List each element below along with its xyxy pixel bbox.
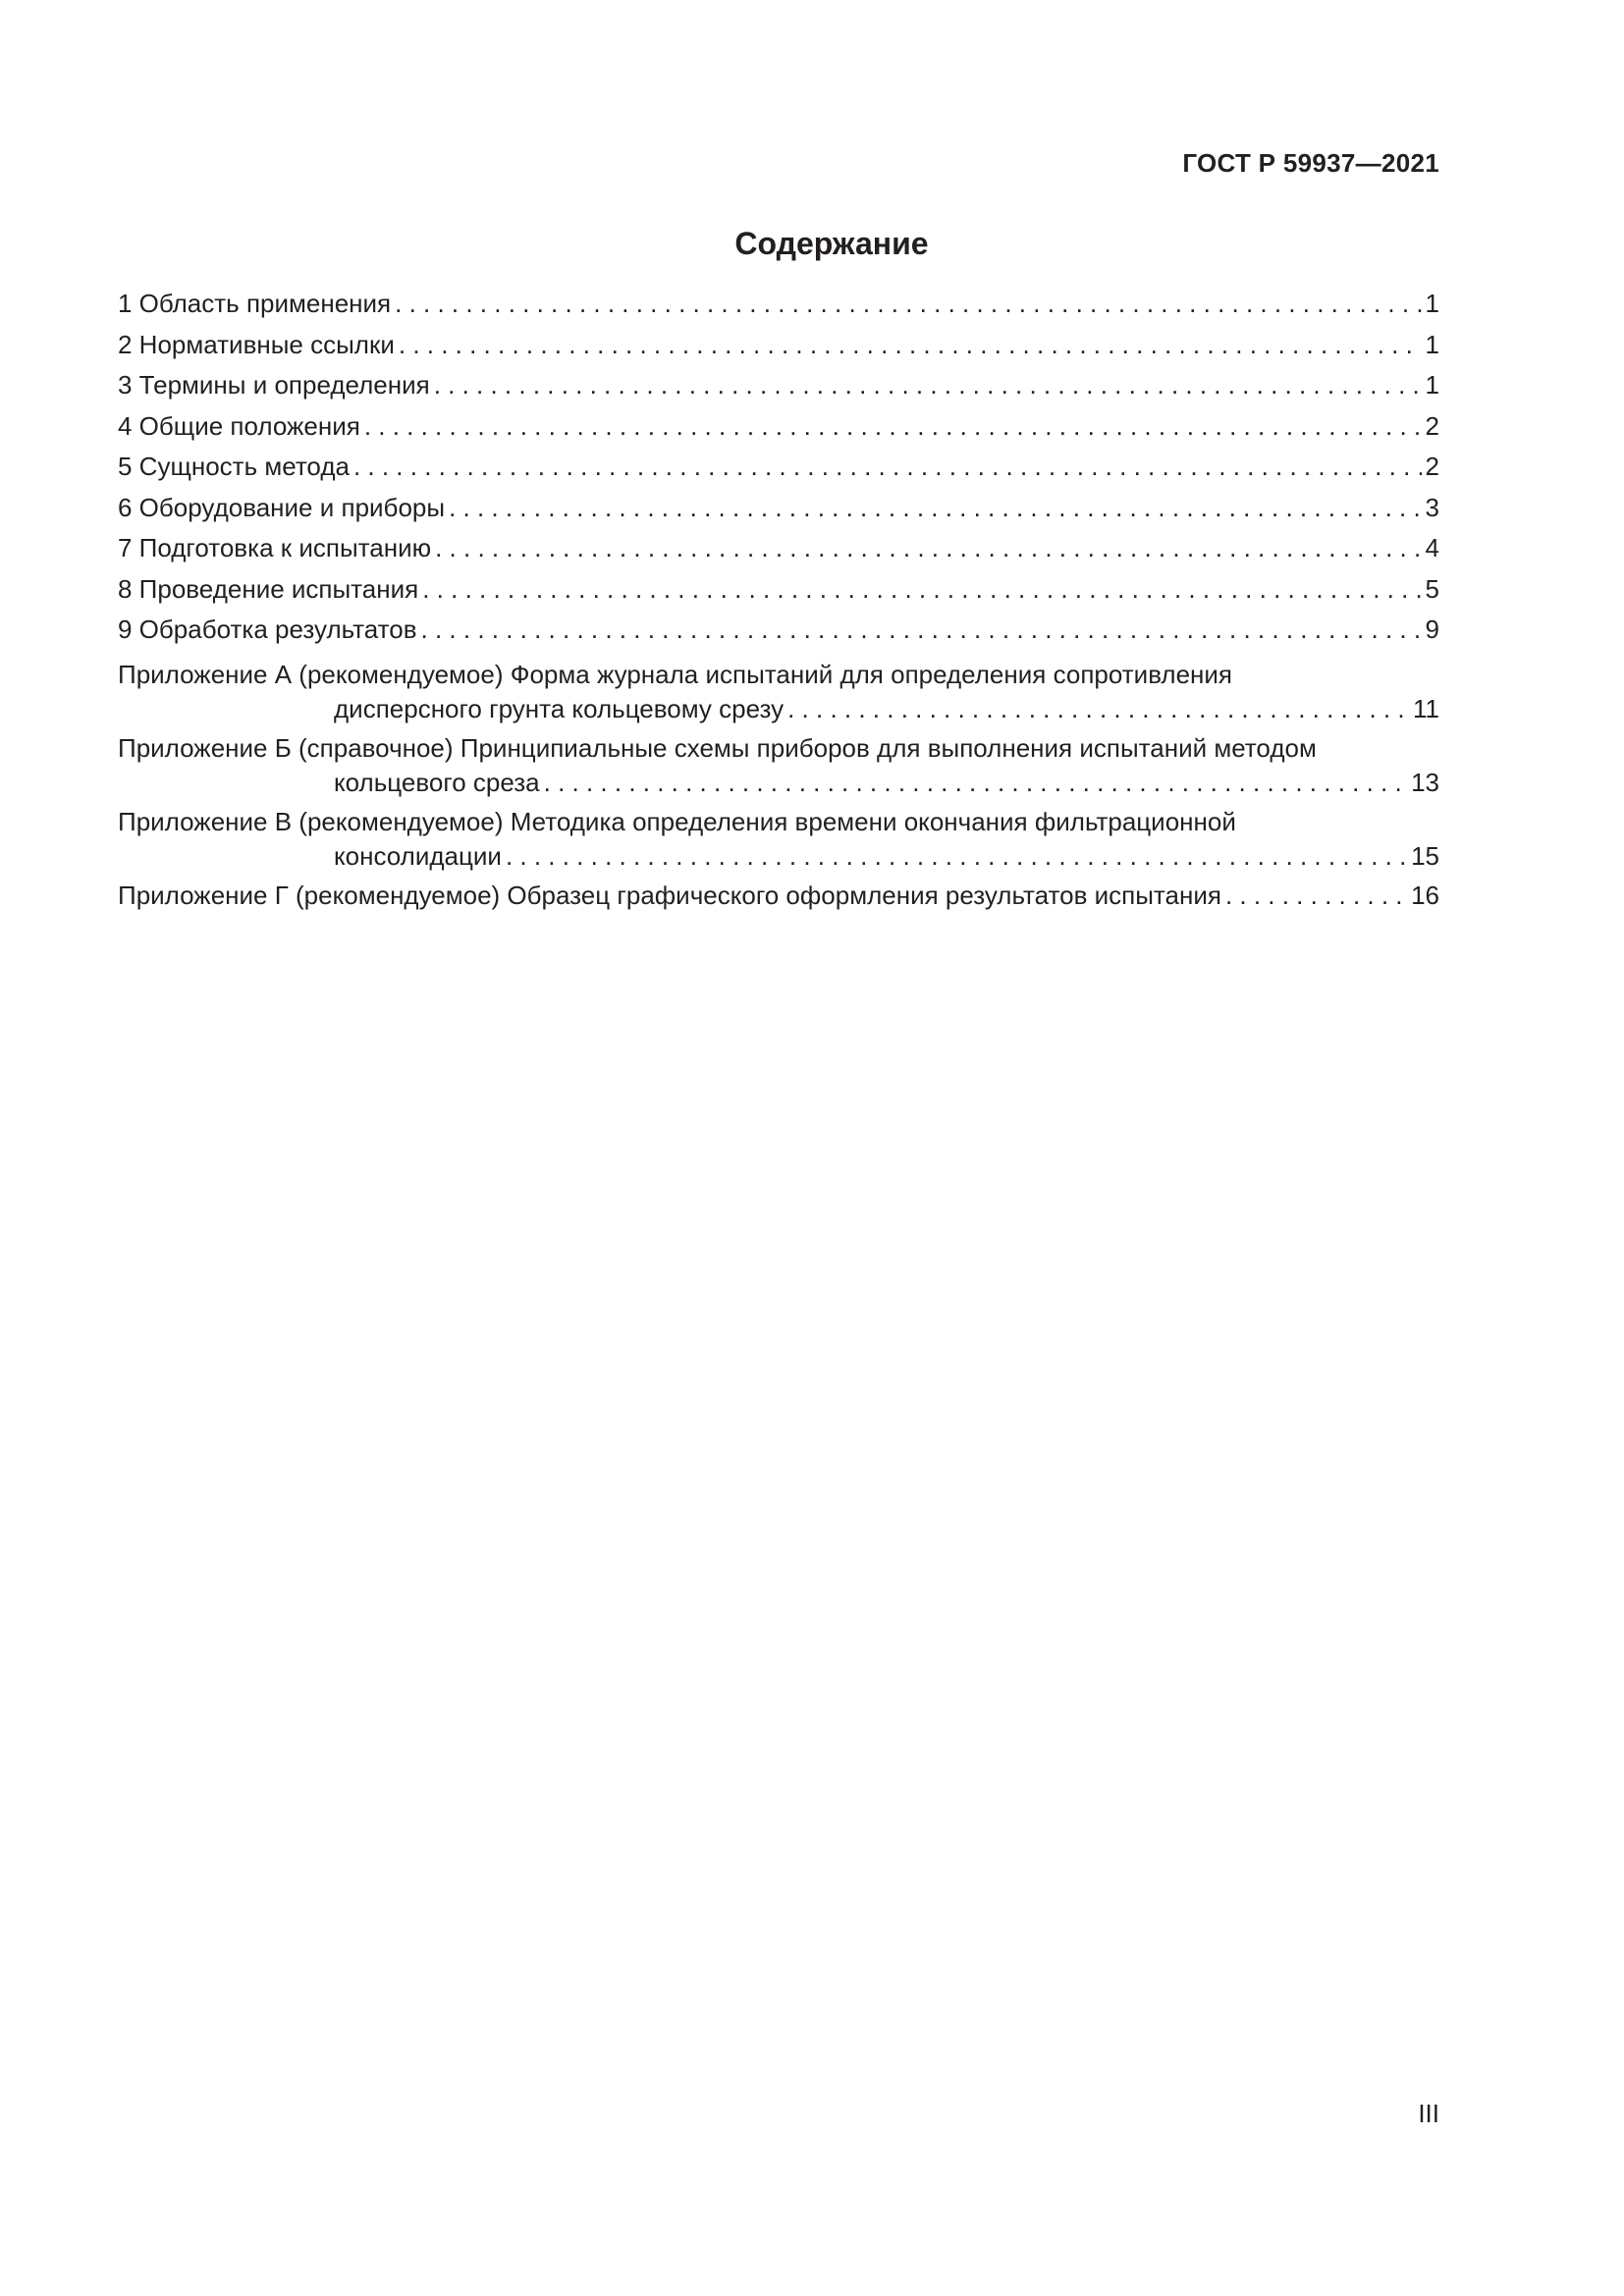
toc-entry-title: 1 Область применения xyxy=(118,289,392,318)
toc-entry[interactable] xyxy=(118,613,1439,654)
toc-appendix-title: Приложение А (рекомендуемое) Форма журнала испытаний для определения сопротивления xyxy=(118,659,1232,689)
dot-leader xyxy=(435,531,1421,566)
dot-leader xyxy=(787,692,1409,727)
toc-entry-title: 2 Нормативные ссылки xyxy=(118,329,395,359)
table-of-contents xyxy=(118,287,1439,919)
toc-entry-title: 9 Обработка результатов xyxy=(118,614,417,644)
dot-leader xyxy=(364,409,1422,445)
toc-entry-page: 9 xyxy=(1425,614,1439,644)
toc-entry[interactable] xyxy=(118,491,1439,532)
toc-entry-page: 15 xyxy=(1411,841,1439,871)
toc-entry-title: 7 Подготовка к испытанию xyxy=(118,533,432,562)
toc-entry-page: 5 xyxy=(1425,573,1439,604)
toc-entry[interactable] xyxy=(118,328,1439,369)
toc-title: Содержание xyxy=(734,226,929,261)
page-number: III xyxy=(1418,2099,1439,2128)
toc-appendix-title: Приложение Б (справочное) Принципиальные схемы приборов для выполнения испытаний методом xyxy=(118,732,1317,763)
toc-appendix-entry[interactable] xyxy=(118,805,1439,875)
toc-entry[interactable] xyxy=(118,287,1439,328)
toc-appendix-title-continued: консолидации xyxy=(334,841,502,871)
toc-entry-title: 3 Термины и определения xyxy=(118,370,430,400)
dot-leader xyxy=(399,328,1422,363)
dot-leader xyxy=(421,613,1422,648)
toc-entry-page: 2 xyxy=(1425,410,1439,441)
toc-entry[interactable] xyxy=(118,531,1439,572)
dot-leader xyxy=(1225,879,1407,914)
toc-appendix-entry[interactable] xyxy=(118,879,1439,920)
toc-entry-page: 4 xyxy=(1425,533,1439,562)
toc-entry[interactable] xyxy=(118,572,1439,614)
toc-entry-title: 4 Общие положения xyxy=(118,410,360,441)
toc-appendix-title-continued: кольцевого среза xyxy=(334,768,540,797)
dot-leader xyxy=(544,766,1407,801)
toc-entry[interactable] xyxy=(118,368,1439,409)
toc-appendix-entry[interactable] xyxy=(118,658,1439,727)
toc-entry[interactable] xyxy=(118,450,1439,491)
toc-appendix-title: Приложение Г (рекомендуемое) Образец графического оформления результатов испытания xyxy=(118,880,1221,910)
toc-entry-page: 11 xyxy=(1413,694,1439,723)
dot-leader xyxy=(449,491,1421,526)
dot-leader xyxy=(506,839,1407,875)
toc-entry-page: 2 xyxy=(1425,452,1439,481)
dot-leader xyxy=(434,368,1422,403)
toc-appendix-title: Приложение В (рекомендуемое) Методика определения времени окончания фильтрационной xyxy=(118,806,1236,836)
toc-appendix-title-continued: дисперсного грунта кольцевому срезу xyxy=(334,694,785,723)
dot-leader xyxy=(353,450,1422,485)
toc-entry-page: 13 xyxy=(1411,768,1439,797)
toc-entry-title: 6 Оборудование и приборы xyxy=(118,492,446,522)
toc-entry-title: 8 Проведение испытания xyxy=(118,573,419,604)
dot-leader xyxy=(395,287,1421,322)
toc-appendix-entry[interactable] xyxy=(118,731,1439,801)
dot-leader xyxy=(422,572,1421,608)
toc-entry-page: 1 xyxy=(1425,289,1439,318)
toc-entry-page: 1 xyxy=(1425,370,1439,400)
toc-entry[interactable] xyxy=(118,409,1439,451)
toc-entry-page: 16 xyxy=(1411,880,1439,910)
toc-entry-title: 5 Сущность метода xyxy=(118,452,350,481)
toc-entry-page: 3 xyxy=(1425,492,1439,522)
toc-entry-page: 1 xyxy=(1425,329,1439,359)
document-code: ГОСТ Р 59937—2021 xyxy=(1182,148,1439,178)
